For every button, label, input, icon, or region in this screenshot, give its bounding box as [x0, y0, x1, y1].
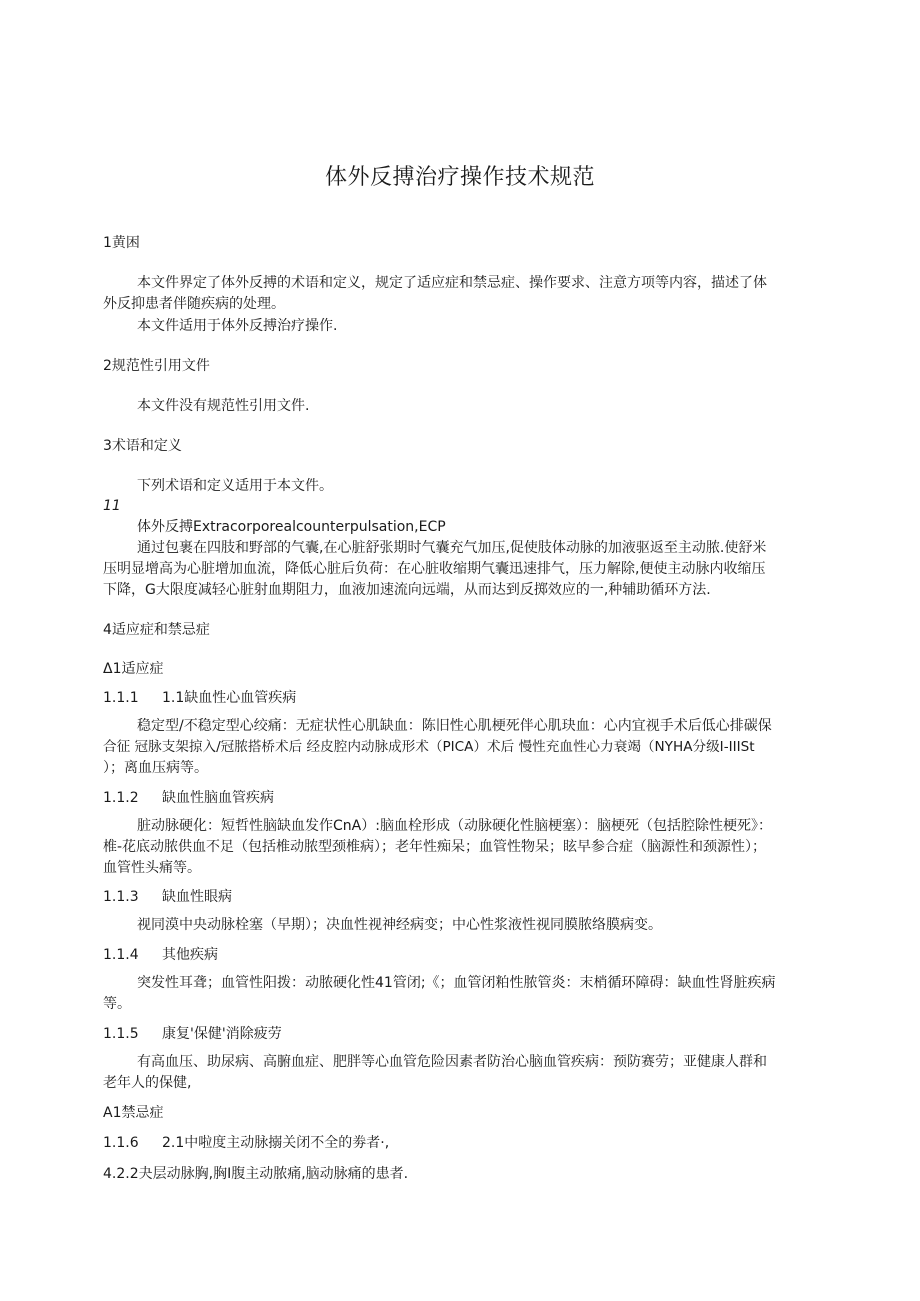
item-1-1-6-number: 1.1.6: [103, 1135, 139, 1151]
section-1-heading: 1黄困: [103, 235, 140, 251]
section-1-para-2: 本文件适用于体外反搏治疗操作.: [137, 318, 338, 334]
item-1-1-3-title: 缺血性眼病: [162, 889, 232, 905]
item-1-1-5-title: 康复'保健'消除疲劳: [162, 1026, 282, 1042]
item-1-1-4-title: 其他疾病: [162, 947, 218, 963]
indications-heading: Δ1适应症: [103, 661, 164, 677]
item-1-1-4-line-1: 突发性耳聋；血管性阳拨：动脓硬化性41管闭;《；血管闭粕性脓管炎：末梢循环障碍：缺血性肾脏疾病: [137, 975, 776, 991]
page-title: 体外反搏治疗操作技术规范: [324, 165, 595, 190]
section-2-para-1: 本文件没有规范性引用文件.: [137, 398, 310, 414]
item-1-1-1-title: 1.1缺血性心血管疾病: [162, 690, 297, 706]
item-1-1-5-line-1: 有高血压、助尿病、高腑血症、肥胖等心血管危险因素者防治心脑血管疾病：预防赛劳；亚健康人群和: [137, 1054, 767, 1070]
item-1-1-3-number: 1.1.3: [103, 889, 139, 905]
term-name: 体外反搏Extracorporealcounterpulsation,ECP: [137, 519, 446, 535]
item-1-1-1-number: 1.1.1: [103, 690, 139, 706]
section-1-para-1-line-2: 外反抑患者伴随疾病的处理。: [103, 296, 285, 312]
item-1-1-2-title: 缺血性脑血管疾病: [162, 790, 274, 806]
item-1-1-1-line-2: 合征 冠脉支架掠入/冠脓搭桥术后 经皮腔内动脉成形术（PICA）术后 慢性充血性心力衰竭（NYHA分级I-IIISt: [103, 739, 755, 755]
section-3-heading: 3术语和定义: [103, 438, 182, 454]
item-1-1-2-line-1: 脏动脉硬化：短哲性脑缺血发作CnA）:脑血栓形成（动脉硬化性脑梗塞）：脑梗死（包括腔除性梗死》：: [137, 818, 772, 834]
contraindications-heading: A1禁忌症: [103, 1105, 164, 1121]
item-1-1-2-line-2: 椎-花底动脓供血不足（包括椎动脓型颈椎病）；老年性痴呆；血管性物呆；眩早参合症（脑源性和颈源性）；: [103, 839, 767, 855]
section-1-para-1-line-1: 本文件界定了体外反搏的术语和定义，规定了适应症和禁忌症、操作要求、注意方项等内容，描述了体: [137, 275, 767, 291]
item-4-2-2: 4.2.2夬层动脉胸,胸I腹主动脓痛,脑动脉痛的患者.: [103, 1166, 409, 1182]
item-1-1-5-number: 1.1.5: [103, 1026, 139, 1042]
term-definition-line-3: 下降，G大限度减轻心脏射血期阻力，血液加速流向远端，从而达到反掷效应的一,种辅助循环方法.: [103, 582, 711, 598]
section-3-para-1: 下列术语和定义适用于本文件。: [137, 478, 333, 494]
term-definition-line-1: 通过包裹在四肢和野部的气囊,在心脏舒张期时气囊充气加压,促使肢体动脉的加液驱返至主动脓.使舒米: [137, 540, 767, 556]
item-1-1-5-line-2: 老年人的保健,: [103, 1075, 192, 1091]
item-1-1-4-line-2: 等。: [103, 996, 131, 1012]
section-2-heading: 2规范性引用文件: [103, 358, 210, 374]
item-1-1-2-number: 1.1.2: [103, 790, 139, 806]
item-1-1-3-line-1: 视同漠中央动脉栓塞（早期）；决血性视神经病变；中心性浆液性视同膜脓络膜病变。: [137, 917, 662, 933]
term-number: 11: [103, 498, 121, 514]
term-definition-line-2: 压明显增高为心脏增加血流，降低心脏后负荷：在心脏收缩期气囊迅速排气，压力解除,便使主动脉内收缩压: [103, 561, 766, 577]
item-1-1-2-line-3: 血管性头痛等。: [103, 860, 201, 876]
item-1-1-1-line-3: ）；离血压病等。: [103, 760, 208, 776]
section-4-heading: 4适应症和禁忌症: [103, 622, 210, 638]
item-1-1-6-title: 2.1中啦度主动脉搦关闭不全的劵者·,: [162, 1135, 390, 1151]
item-1-1-4-number: 1.1.4: [103, 947, 139, 963]
item-1-1-1-line-1: 稳定型/不稳定型心绞痛：无症状性心肌缺血：陈旧性心肌梗死伴心肌玦血：心内宜视手术后低心排碳保: [137, 718, 772, 734]
